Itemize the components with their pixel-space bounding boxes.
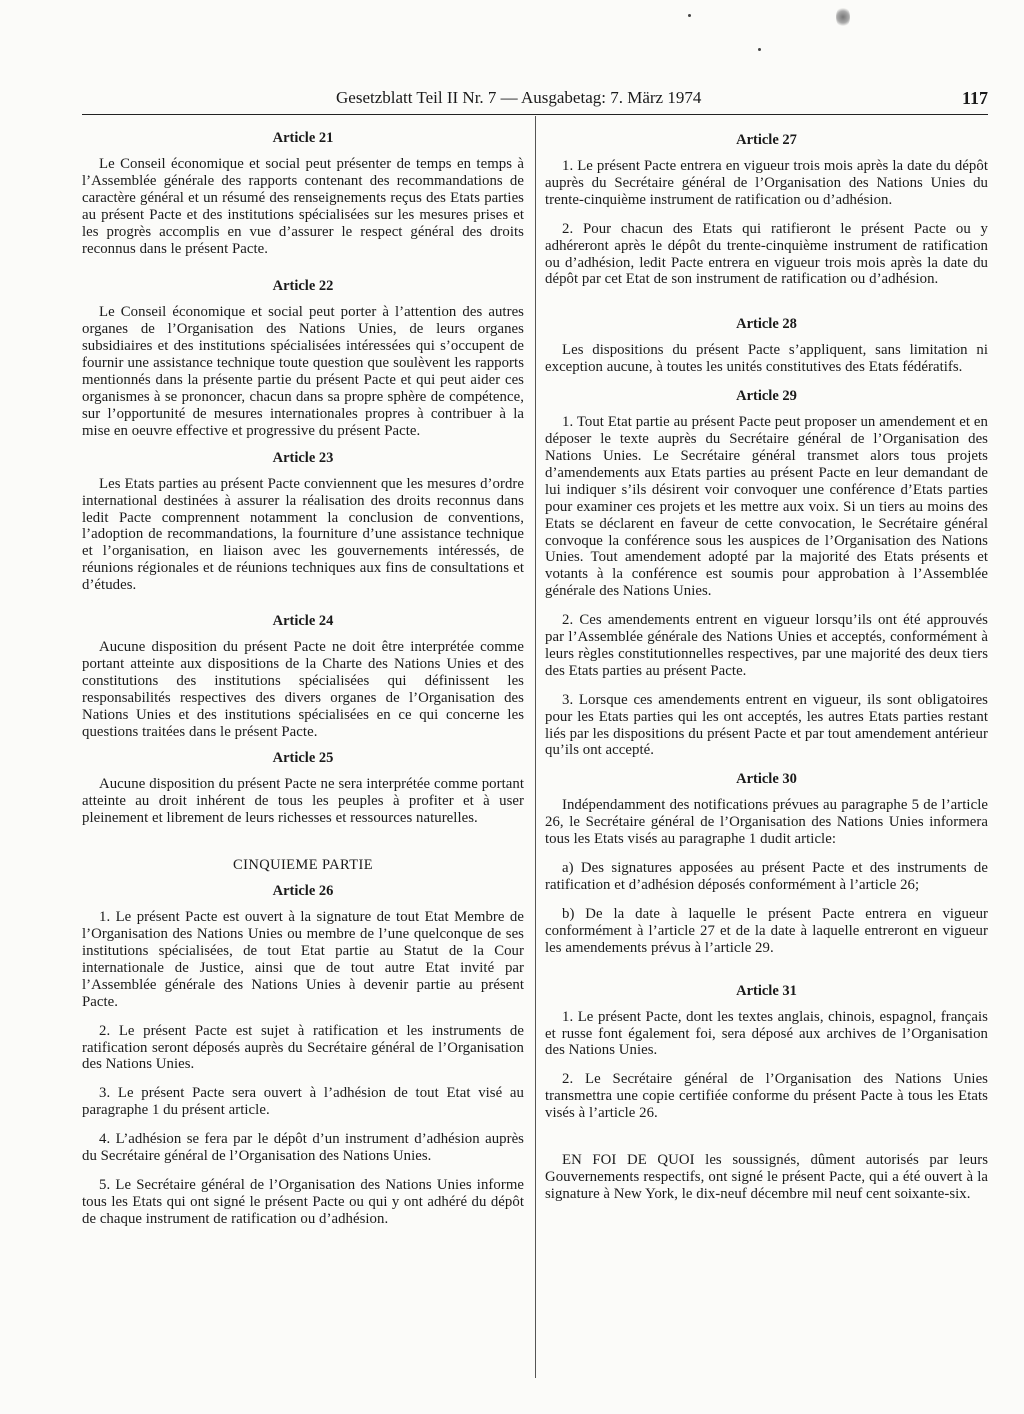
scan-dot xyxy=(688,14,691,17)
article-paragraph: Aucune disposition du présent Pacte ne sera interprétée comme portant atteinte au droit inhérent de tous les peuples à profiter et à user pleinement et librement de leurs richesses et ressources naturelles. xyxy=(82,776,524,827)
article-paragraph: Les Etats parties au présent Pacte conviennent que les mesures d’ordre international destinées à assurer la réalisation des droits reconnus dans ledit Pacte comprennent notamment la conclusion de conventions, l’adoption de recommandations, la fourniture d’une assistance technique et l’organisation, en liaison avec les gouvernements intéressés, de réunions régionales et de réunions techniques aux fins de consultations et d’études. xyxy=(82,475,524,594)
header-title: Gesetzblatt Teil II Nr. 7 — Ausgabetag: 7. März 1974 xyxy=(336,88,702,107)
article-21 xyxy=(82,130,524,257)
part-title: CINQUIEME PARTIE xyxy=(233,857,373,874)
column-divider xyxy=(535,116,536,1378)
article-paragraph: 2. Le présent Pacte est sujet à ratification et les instruments de ratification seront déposés auprès du Secrétaire général de l’Organisation des Nations Unies. xyxy=(82,1022,524,1073)
article-paragraph: 3. Lorsque ces amendements entrent en vigueur, ils sont obligatoires pour les Etats parties qui les ont acceptés, les autres Etats parties restant liés par les dispositions du présent Pacte et par tout amendement antérieur qu’ils ont accepté. xyxy=(545,691,988,759)
article-title: Article 31 xyxy=(736,982,797,999)
article-paragraph: Aucune disposition du présent Pacte ne doit être interprétée comme portant atteinte aux dispositions de la Charte des Nations Unies et des constitutions des institutions spécialisées qui définissent les responsabilités respectives des divers organes de l’Organisation des Nations Unies et des institutions spécialisées en ce qui concerne les questions traitées dans le présent Pacte. xyxy=(82,639,524,740)
article-30 xyxy=(545,771,988,956)
article-paragraph: 5. Le Secrétaire général de l’Organisation des Nations Unies informe tous les Etats qui ont signé le présent Pacte ou qui y ont adhéré du dépôt de chaque instrument de ratification ou d’adhésion. xyxy=(82,1176,524,1227)
scan-dot xyxy=(758,48,761,51)
article-28 xyxy=(545,316,988,376)
article-paragraph: Les dispositions du présent Pacte s’appliquent, sans limitation ni exception aucune, à toutes les unités constitutives des Etats fédératifs. xyxy=(545,342,988,376)
article-paragraph: 2. Le Secrétaire général de l’Organisation des Nations Unies transmettra une copie certifiée conforme du présent Pacte à tous les Etats visés à l’article 26. xyxy=(545,1071,988,1122)
article-23 xyxy=(82,450,524,594)
article-title: Article 23 xyxy=(272,449,334,466)
article-paragraph: 4. L’adhésion se fera par le dépôt d’un instrument d’adhésion auprès du Secrétaire général de l’Organisation des Nations Unies. xyxy=(82,1131,524,1165)
left-column xyxy=(82,124,524,1228)
scan-speck xyxy=(836,6,850,28)
article-paragraph: 1. Le présent Pacte, dont les textes anglais, chinois, espagnol, français et russe font également foi, sera déposé aux archives de l’Organisation des Nations Unies. xyxy=(545,1008,988,1059)
article-title: Article 21 xyxy=(272,130,334,146)
article-26 xyxy=(82,883,524,1228)
article-29 xyxy=(545,388,988,759)
article-paragraph: Le Conseil économique et social peut porter à l’attention des autres organes de l’Organisation des Nations Unies, de leurs organes subsidiaires et des institutions spécialisées intéressées qui s’occupent de fournir une assistance technique toute question que soulèvent les rapports mentionnés dans la présente partie du présent Pacte et qui peut aider ces organismes à se prononcer, chacun dans sa propre sphère de compétence, sur l’opportunité de mesures internationales propres à contribuer à la mise en oeuvre effective et progressive du présent Pacte. xyxy=(82,304,524,439)
article-title: Article 29 xyxy=(736,388,797,405)
article-paragraph: 1. Le présent Pacte entrera en vigueur trois mois après la date du dépôt auprès du Secrétaire général de l’Organisation des Nations Unies du trente-cinquième instrument de ratification ou d’adhésion. xyxy=(545,158,988,208)
article-paragraph: Le Conseil économique et social peut présenter de temps en temps à l’Assemblée générale des rapports contenant des recommandations de caractère général et un résumé des renseignements reçus des Etats parties au présent Pacte et des institutions spécialisées sur les mesures prises et les progrès accomplis en vue d’assurer le respect général des droits reconnus dans le présent Pacte. xyxy=(82,156,524,257)
article-title: Article 24 xyxy=(272,613,334,630)
article-title: Article 27 xyxy=(736,132,797,148)
article-paragraph: b) De la date à laquelle le présent Pacte entrera en vigueur conformément à l’article 27 et de la date à laquelle entreront en vigueur les amendements prévus à l’article 29. xyxy=(545,905,988,956)
article-title: Article 26 xyxy=(272,883,334,900)
article-title: Article 30 xyxy=(736,771,797,788)
right-column xyxy=(545,124,988,1203)
article-27 xyxy=(545,132,988,288)
article-paragraph: a) Des signatures apposées au présent Pacte et des instruments de ratification et d’adhésion déposés conformément à l’article 26; xyxy=(545,860,988,893)
page-number: 117 xyxy=(961,88,988,108)
article-title: Article 25 xyxy=(272,750,334,767)
article-title: Article 28 xyxy=(736,316,797,333)
page-header xyxy=(82,88,988,112)
article-paragraph: Indépendamment des notifications prévues au paragraphe 5 de l’article 26, le Secrétaire général de l’Organisation des Nations Unies informera tous les Etats visés au paragraphe 1 dudit article: xyxy=(545,797,988,848)
article-paragraph: 1. Tout Etat partie au présent Pacte peut proposer un amendement et en déposer le texte auprès du Secrétaire général de l’Organisation des Nations Unies. Le Secrétaire général transmet alors tous projets d’amendements aux Etats parties au présent Pacte en leur demandant de lui indiquer s’ils désirent voir convoquer une conférence d’Etats parties pour examiner ces projets et les mettre aux voix. Si un tiers au moins des Etats se déclarent en faveur de cette convocation, le Secrétaire général convoque la conférence sous les auspices de l’Organisation des Nations Unies. Tout amendement adopté par la majorité des Etats présents et votants à la conférence est soumis pour approbation à l’Assemblée générale des Nations Unies. xyxy=(545,414,988,600)
header-rule xyxy=(82,114,988,115)
article-31 xyxy=(545,983,988,1122)
article-title: Article 22 xyxy=(272,278,334,295)
closing-clause: EN FOI DE QUOI les soussignés, dûment autorisés par leurs Gouvernements respectifs, ont signé le présent Pacte, qui a été ouvert à la signature à New York, le dix-neuf décembre mil neuf cent soixante-six. xyxy=(545,1152,988,1202)
article-22 xyxy=(82,278,524,439)
article-25 xyxy=(82,750,524,827)
article-paragraph: 2. Ces amendements entrent en vigueur lorsqu’ils ont été approuvés par l’Assemblée générale des Nations Unies et acceptés, conformément à leurs règles constitutionnelles respectives, par une majorité des deux tiers des Etats parties au présent Pacte. xyxy=(545,612,988,679)
article-paragraph: 1. Le présent Pacte est ouvert à la signature de tout Etat Membre de l’Organisation des Nations Unies ou membre de l’une quelconque de ses institutions spécialisées, de tout Etat partie au Statut de la Cour internationale de Justice, ainsi que de tout autre Etat invité par l’Assemblée générale des Nations Unies à devenir partie au présent Pacte. xyxy=(82,909,524,1010)
article-paragraph: 2. Pour chacun des Etats qui ratifieront le présent Pacte ou y adhéreront après le dépôt du trente-cinquième instrument de ratification ou d’adhésion, ledit Pacte entrera en vigueur trois mois après la date du dépôt par cet Etat de son instrument de ratification ou d’adhésion. xyxy=(545,220,988,288)
article-paragraph: 3. Le présent Pacte sera ouvert à l’adhésion de tout Etat visé au paragraphe 1 du présent article. xyxy=(82,1085,524,1119)
article-24 xyxy=(82,613,524,740)
